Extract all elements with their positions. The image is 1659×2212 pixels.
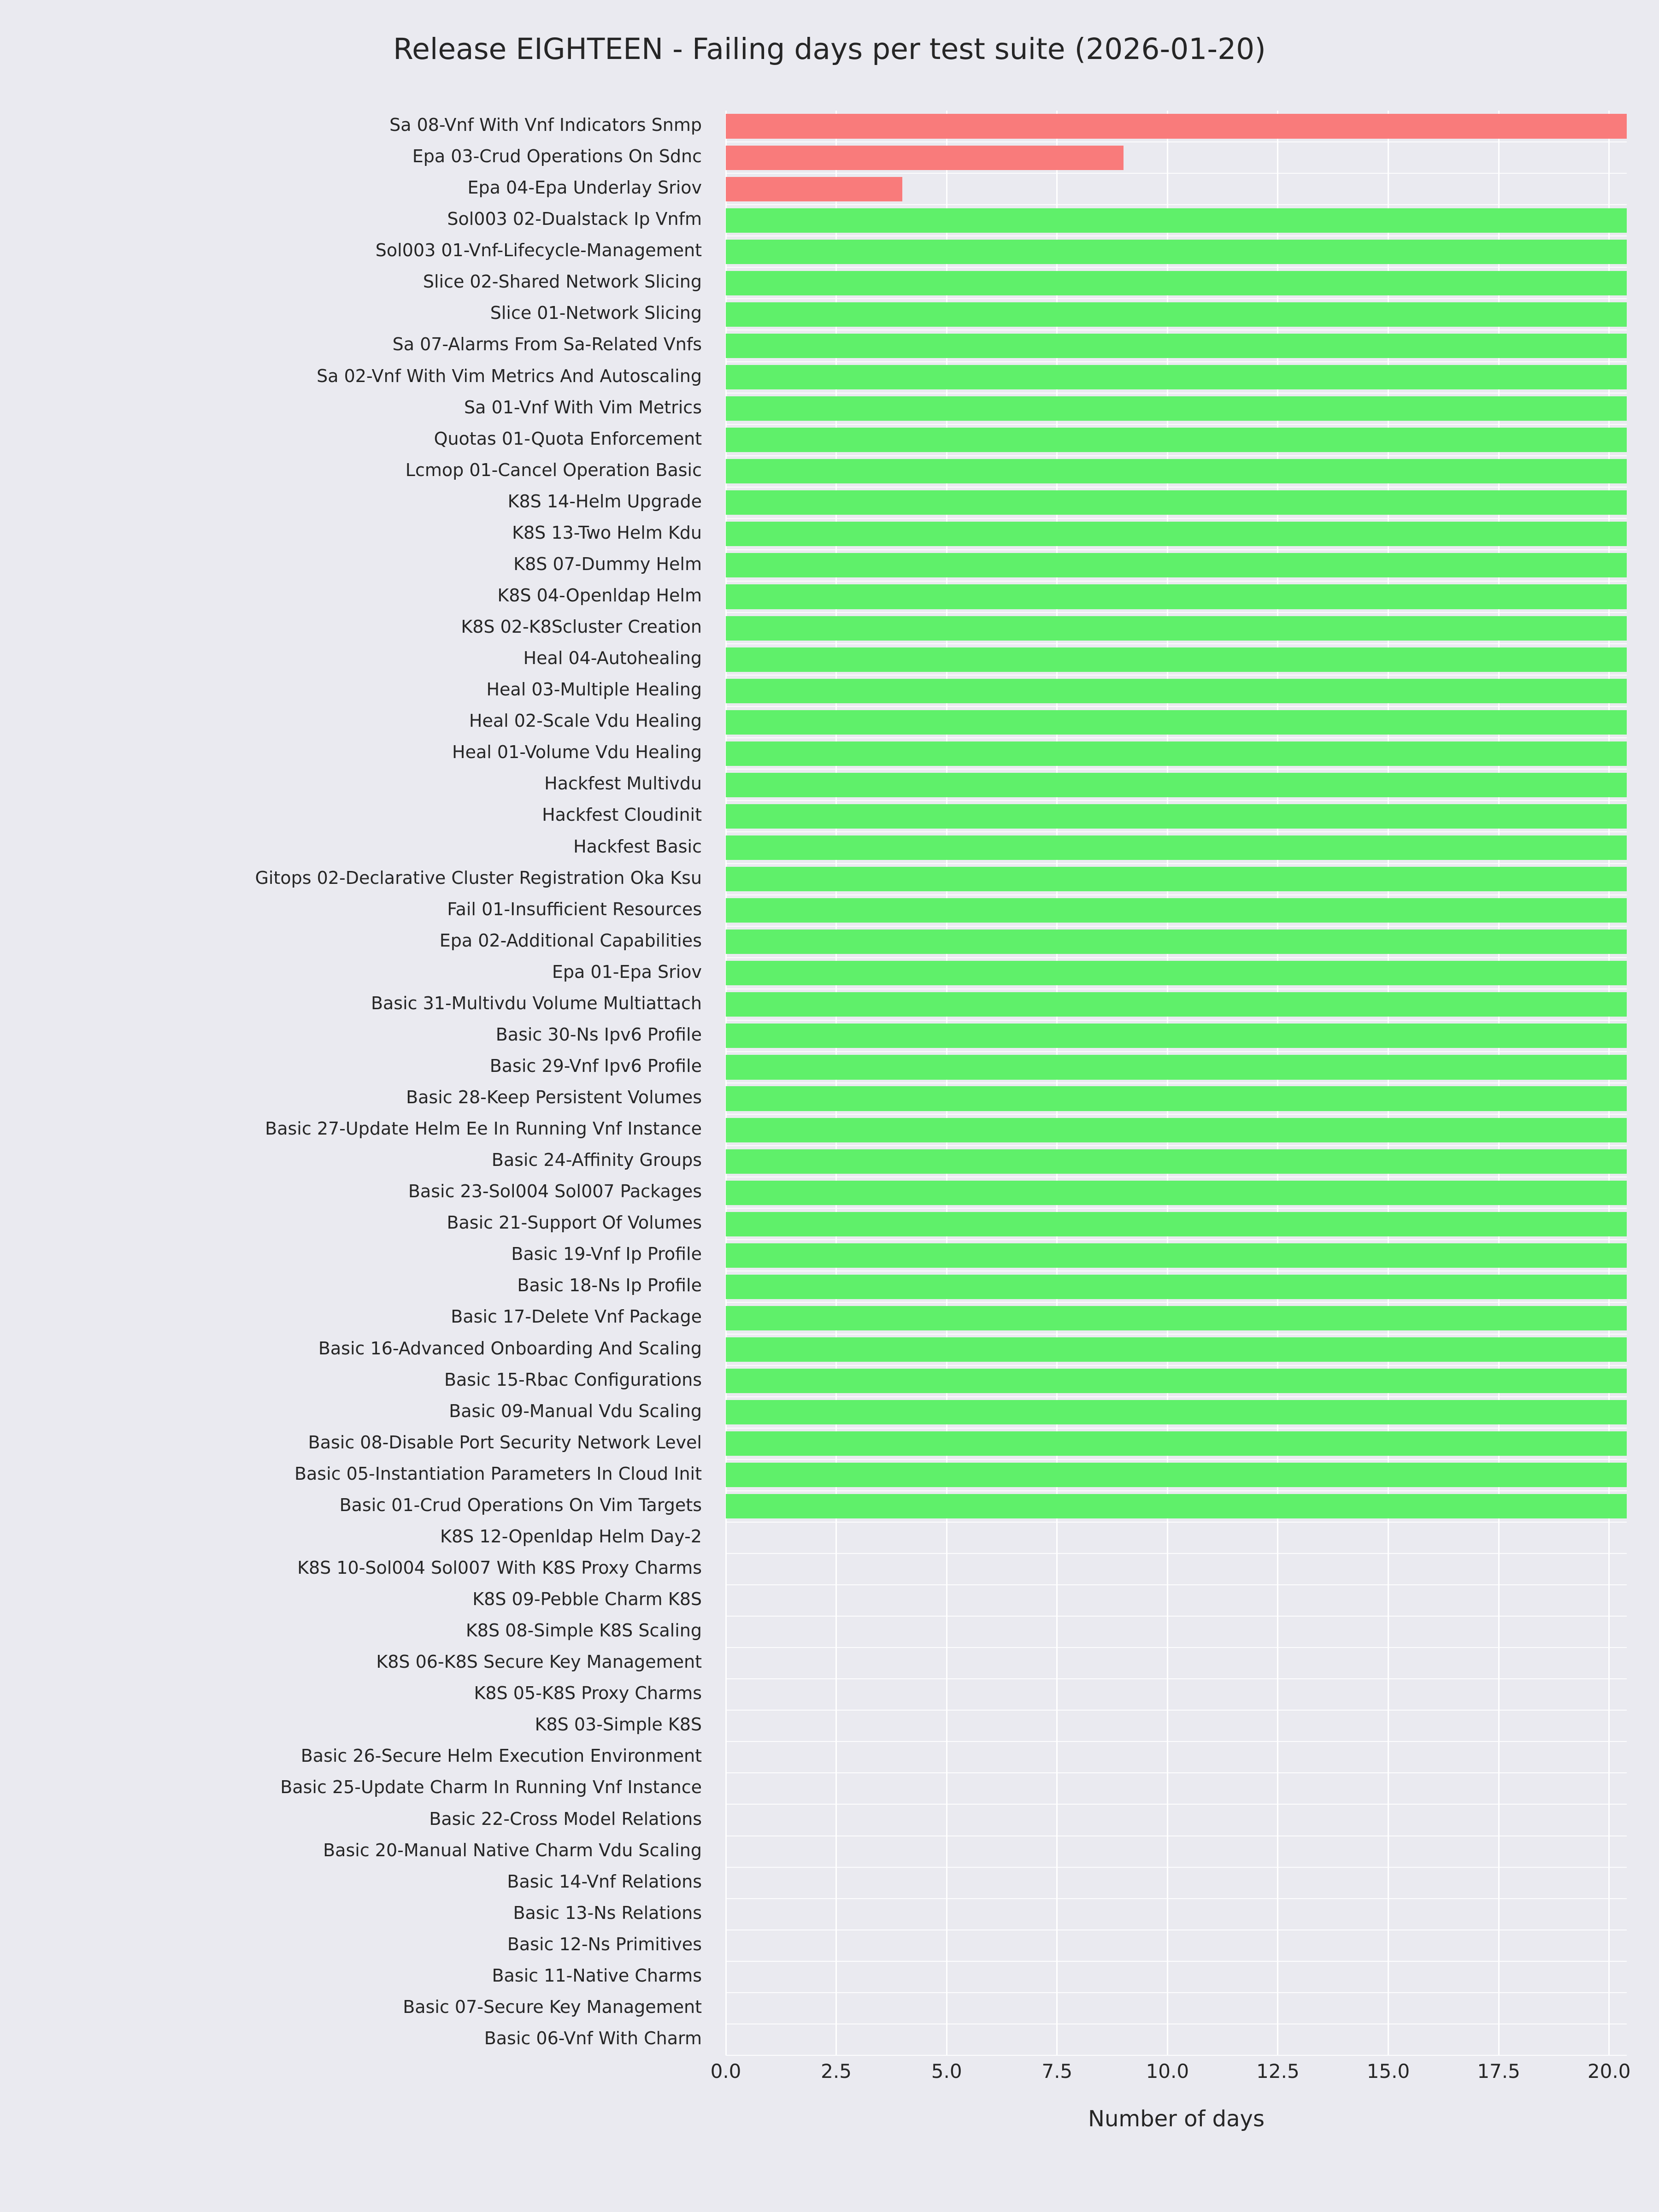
row-separator <box>726 1365 1627 1366</box>
y-axis-tick-label: K8S 04-Openldap Helm <box>497 585 702 606</box>
row-separator <box>726 1334 1627 1335</box>
bar <box>726 553 1627 577</box>
y-axis-tick-label: Basic 25-Update Charm In Running Vnf Instance <box>280 1777 702 1798</box>
y-axis-labels <box>0 111 712 2055</box>
y-axis-tick-label: K8S 03-Simple K8S <box>535 1714 702 1735</box>
bar <box>726 396 1627 421</box>
y-axis-tick-label: Basic 23-Sol004 Sol007 Packages <box>408 1181 702 1202</box>
bar <box>726 114 1627 138</box>
bar <box>726 1400 1627 1424</box>
y-axis-tick-label: Hackfest Cloudinit <box>542 805 702 825</box>
row-separator <box>726 393 1627 394</box>
bar <box>726 271 1627 295</box>
row-separator <box>726 1302 1627 1303</box>
bar <box>726 898 1627 923</box>
y-axis-tick-label: Basic 16-Advanced Onboarding And Scaling <box>318 1338 702 1359</box>
y-axis-tick-label: Sol003 02-Dualstack Ip Vnfm <box>447 209 702 229</box>
row-separator <box>726 1114 1627 1115</box>
row-separator <box>726 204 1627 205</box>
row-separator <box>726 2055 1627 2056</box>
bar <box>726 1086 1627 1111</box>
x-axis-tick-label: 17.5 <box>1477 2060 1520 2083</box>
bar <box>726 1243 1627 1268</box>
y-axis-tick-label: Slice 01-Network Slicing <box>490 303 702 324</box>
y-axis-tick-label: Heal 04-Autohealing <box>523 648 702 669</box>
bar <box>726 804 1627 829</box>
row-separator <box>726 1898 1627 1899</box>
row-separator <box>726 1647 1627 1648</box>
y-axis-tick-label: Basic 29-Vnf Ipv6 Profile <box>489 1055 702 1076</box>
y-axis-tick-label: Basic 17-Delete Vnf Package <box>451 1306 702 1327</box>
row-separator <box>726 1772 1627 1773</box>
bar <box>726 930 1627 954</box>
bar <box>726 459 1627 483</box>
y-axis-tick-label: Heal 03-Multiple Healing <box>486 679 702 700</box>
y-axis-tick-label: Heal 01-Volume Vdu Healing <box>452 742 702 763</box>
row-separator <box>726 1961 1627 1962</box>
row-separator <box>726 267 1627 268</box>
bar <box>726 1181 1627 1205</box>
row-separator <box>726 581 1627 582</box>
bar <box>726 961 1627 985</box>
y-axis-tick-label: Sol003 01-Vnf-Lifecycle-Management <box>375 240 702 261</box>
chart-title: Release EIGHTEEN - Failing days per test suite (2026-01-20) <box>393 32 1266 66</box>
y-axis-tick-label: K8S 13-Two Helm Kdu <box>512 522 702 543</box>
row-separator <box>726 957 1627 958</box>
y-axis-tick-label: Gitops 02-Declarative Cluster Registration Oka Ksu <box>255 867 702 888</box>
row-separator <box>726 1584 1627 1585</box>
y-axis-tick-label: K8S 12-Openldap Helm Day-2 <box>440 1526 702 1547</box>
bar <box>726 616 1627 641</box>
row-separator <box>726 1490 1627 1491</box>
bar <box>726 647 1627 672</box>
y-axis-tick-label: Basic 26-Secure Helm Execution Environment <box>300 1746 702 1766</box>
y-axis-tick-label: Basic 21-Support Of Volumes <box>447 1212 702 1233</box>
y-axis-tick-label: Basic 11-Native Charms <box>492 1965 702 1986</box>
bar <box>726 1369 1627 1393</box>
y-axis-tick-label: Basic 14-Vnf Relations <box>507 1871 702 1892</box>
row-separator <box>726 1804 1627 1805</box>
y-axis-tick-label: Epa 02-Additional Capabilities <box>439 930 702 951</box>
bar <box>726 1275 1627 1299</box>
row-separator <box>726 298 1627 299</box>
row-separator <box>726 455 1627 456</box>
y-axis-tick-label: Heal 02-Scale Vdu Healing <box>469 711 702 731</box>
y-axis-tick-label: Basic 27-Update Helm Ee In Running Vnf Instance <box>265 1118 702 1139</box>
row-separator <box>726 863 1627 864</box>
y-axis-tick-label: Basic 15-Rbac Configurations <box>444 1369 702 1390</box>
y-axis-tick-label: Basic 01-Crud Operations On Vim Targets <box>339 1494 702 1515</box>
y-axis-tick-label: Basic 06-Vnf With Charm <box>484 2028 702 2048</box>
y-axis-tick-label: Basic 30-Ns Ipv6 Profile <box>495 1024 702 1045</box>
bar <box>726 1149 1627 1174</box>
bar <box>726 522 1627 546</box>
row-separator <box>726 1051 1627 1052</box>
row-separator <box>726 800 1627 801</box>
bar <box>726 741 1627 766</box>
y-axis-tick-label: K8S 14-Helm Upgrade <box>507 491 702 512</box>
y-axis-tick-label: Basic 09-Manual Vdu Scaling <box>449 1400 702 1421</box>
y-axis-tick-label: Epa 04-Epa Underlay Sriov <box>467 177 702 198</box>
plot-area <box>726 111 1627 2055</box>
y-axis-tick-label: Basic 05-Instantiation Parameters In Cloud Init <box>294 1463 702 1484</box>
y-axis-tick-label: Basic 28-Keep Persistent Volumes <box>406 1087 702 1108</box>
row-separator <box>726 487 1627 488</box>
bar <box>726 1494 1627 1518</box>
y-axis-tick-label: Basic 07-Secure Key Management <box>403 1996 702 2017</box>
bar <box>726 584 1627 609</box>
bar <box>726 1337 1627 1362</box>
x-axis-ticks <box>710 2060 1631 2088</box>
x-axis-tick-label: 2.5 <box>821 2060 852 2083</box>
bar <box>726 867 1627 891</box>
row-separator <box>726 1867 1627 1868</box>
row-separator <box>726 1396 1627 1397</box>
y-axis-tick-label: Sa 08-Vnf With Vnf Indicators Snmp <box>389 115 702 135</box>
bar-rows <box>726 111 1627 2055</box>
y-axis-tick-label: Basic 18-Ns Ip Profile <box>517 1275 702 1296</box>
row-separator <box>726 173 1627 174</box>
row-separator <box>726 1522 1627 1523</box>
row-separator <box>726 737 1627 738</box>
y-axis-tick-label: K8S 10-Sol004 Sol007 With K8S Proxy Charms <box>297 1558 702 1578</box>
y-axis-tick-label: Epa 03-Crud Operations On Sdnc <box>412 146 702 167</box>
bar <box>726 679 1627 703</box>
y-axis-tick-label: Lcmop 01-Cancel Operation Basic <box>405 459 702 480</box>
y-axis-tick-label: Sa 07-Alarms From Sa-Related Vnfs <box>392 334 702 355</box>
bar <box>726 177 902 201</box>
row-separator <box>726 706 1627 707</box>
y-axis-tick-label: Sa 01-Vnf With Vim Metrics <box>464 397 702 418</box>
bar <box>726 428 1627 452</box>
row-separator <box>726 1710 1627 1711</box>
bar <box>726 1118 1627 1142</box>
x-axis-tick-label: 15.0 <box>1366 2060 1410 2083</box>
y-axis-tick-label: Quotas 01-Quota Enforcement <box>434 428 702 449</box>
row-separator <box>726 1020 1627 1021</box>
row-separator <box>726 1678 1627 1679</box>
y-axis-tick-label: K8S 06-K8S Secure Key Management <box>376 1652 702 1672</box>
y-axis-tick-label: Basic 13-Ns Relations <box>513 1902 702 1923</box>
row-separator <box>726 1553 1627 1554</box>
y-axis-tick-label: Sa 02-Vnf With Vim Metrics And Autoscaling <box>317 365 702 386</box>
bar <box>726 365 1627 389</box>
x-axis-tick-label: 20.0 <box>1587 2060 1631 2083</box>
row-separator <box>726 1208 1627 1209</box>
bar <box>726 1055 1627 1079</box>
y-axis-tick-label: Fail 01-Insufficient Resources <box>447 899 702 919</box>
bar <box>726 835 1627 860</box>
y-axis-tick-label: Basic 22-Cross Model Relations <box>429 1808 702 1829</box>
row-separator <box>726 612 1627 613</box>
y-axis-tick-label: Basic 31-Multivdu Volume Multiattach <box>371 993 702 1013</box>
y-axis-tick-label: K8S 02-K8Scluster Creation <box>461 617 702 637</box>
row-separator <box>726 361 1627 362</box>
bar <box>726 302 1627 327</box>
y-axis-tick-label: Epa 01-Epa Sriov <box>552 961 702 982</box>
x-axis-tick-label: 10.0 <box>1146 2060 1189 2083</box>
row-separator <box>726 549 1627 550</box>
bar <box>726 1212 1627 1236</box>
row-separator <box>726 1145 1627 1146</box>
bar <box>726 773 1627 797</box>
y-axis-tick-label: Basic 20-Manual Native Charm Vdu Scaling <box>323 1840 702 1860</box>
row-separator <box>726 831 1627 832</box>
row-separator <box>726 1616 1627 1617</box>
y-axis-tick-label: K8S 08-Simple K8S Scaling <box>465 1620 702 1641</box>
y-axis-tick-label: Hackfest Basic <box>573 836 702 857</box>
row-separator <box>726 1741 1627 1742</box>
row-separator <box>726 769 1627 770</box>
bar <box>726 992 1627 1017</box>
row-separator <box>726 894 1627 895</box>
x-axis-tick-label: 0.0 <box>710 2060 741 2083</box>
bar <box>726 334 1627 358</box>
row-separator <box>726 1082 1627 1083</box>
bar <box>726 240 1627 264</box>
row-separator <box>726 518 1627 519</box>
bar <box>726 1024 1627 1048</box>
y-axis-tick-label: K8S 07-Dummy Helm <box>513 553 702 574</box>
row-separator <box>726 1459 1627 1460</box>
bar <box>726 490 1627 515</box>
row-separator <box>726 988 1627 989</box>
row-separator <box>726 329 1627 330</box>
x-axis-tick-label: 5.0 <box>931 2060 962 2083</box>
row-separator <box>726 1428 1627 1429</box>
y-axis-tick-label: K8S 05-K8S Proxy Charms <box>474 1683 702 1704</box>
y-axis-tick-label: Slice 02-Shared Network Slicing <box>423 271 702 292</box>
row-separator <box>726 1835 1627 1836</box>
row-separator <box>726 643 1627 644</box>
bar <box>726 146 1124 170</box>
row-separator <box>726 675 1627 676</box>
bar <box>726 208 1627 233</box>
y-axis-tick-label: Basic 24-Affinity Groups <box>491 1150 702 1171</box>
bar <box>726 710 1627 735</box>
x-axis-tick-label: 7.5 <box>1041 2060 1073 2083</box>
y-axis-tick-label: Hackfest Multivdu <box>544 773 702 794</box>
bar <box>726 1431 1627 1456</box>
bar <box>726 1306 1627 1330</box>
row-separator <box>726 424 1627 425</box>
row-separator <box>726 141 1627 142</box>
row-separator <box>726 235 1627 236</box>
row-separator <box>726 1992 1627 1993</box>
x-axis-label: Number of days <box>1088 2106 1265 2132</box>
row-separator <box>726 926 1627 927</box>
y-axis-tick-label: Basic 12-Ns Primitives <box>507 1934 702 1954</box>
y-axis-tick-label: K8S 09-Pebble Charm K8S <box>472 1589 702 1610</box>
y-axis-tick-label: Basic 19-Vnf Ip Profile <box>511 1244 702 1265</box>
row-separator <box>726 1239 1627 1240</box>
x-axis-tick-label: 12.5 <box>1256 2060 1300 2083</box>
bar <box>726 1463 1627 1487</box>
y-axis-tick-label: Basic 08-Disable Port Security Network Level <box>308 1432 702 1453</box>
